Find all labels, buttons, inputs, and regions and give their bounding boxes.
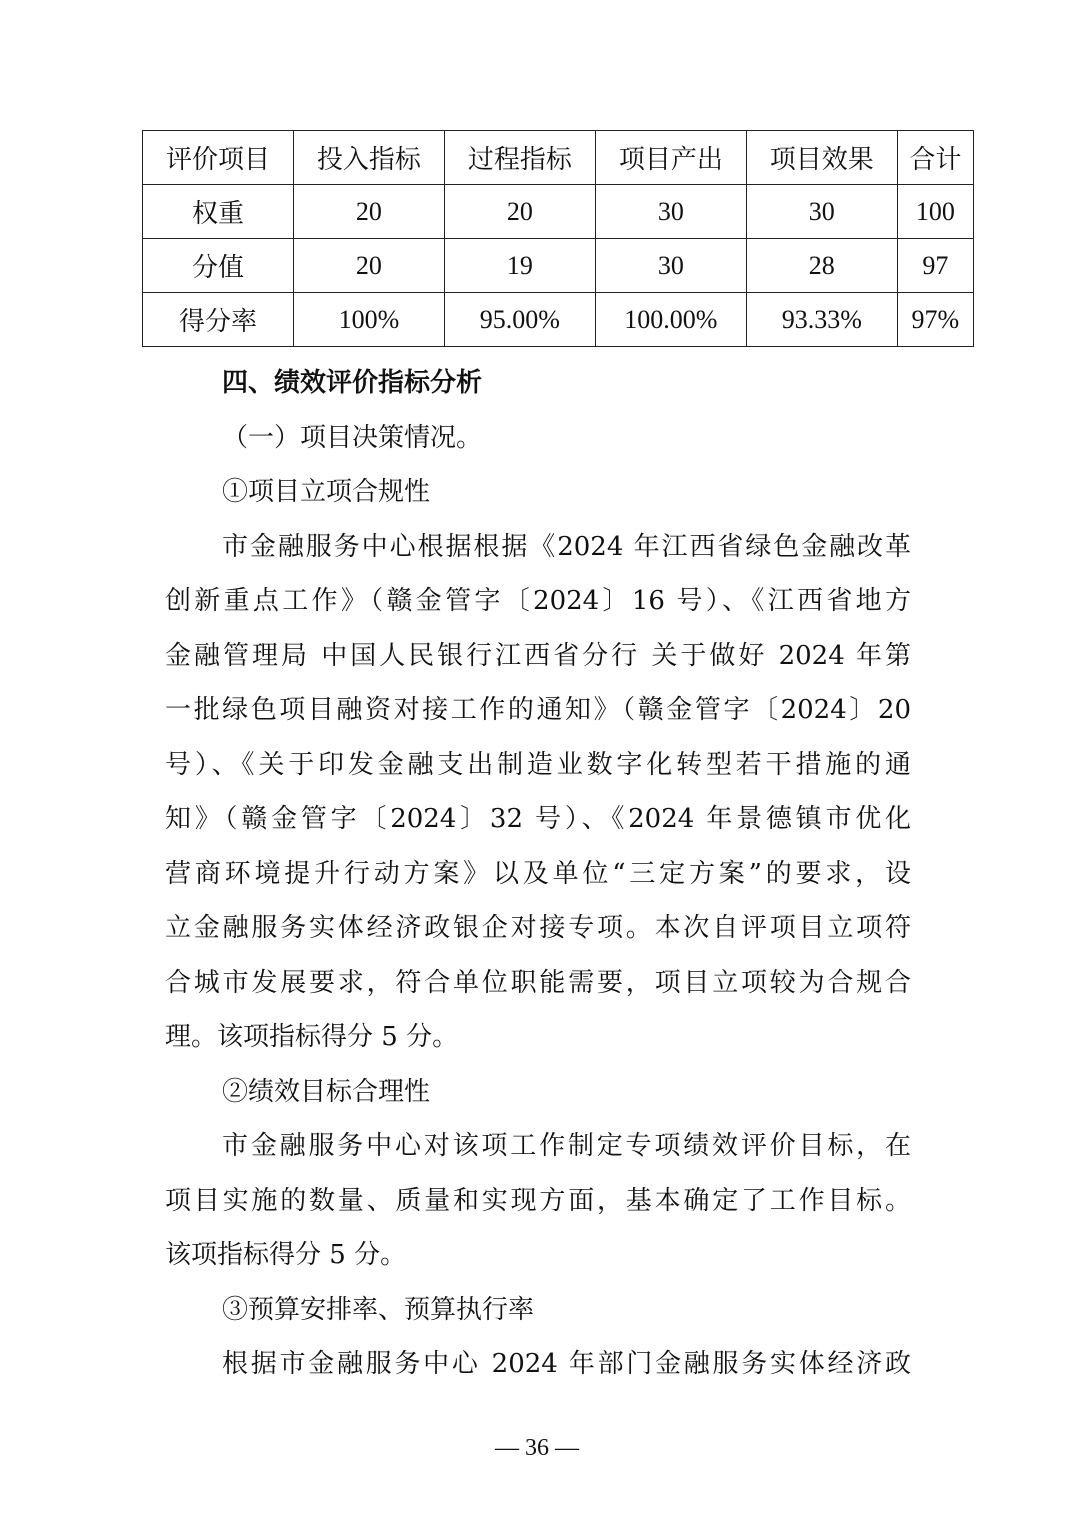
table-cell: 97	[897, 239, 973, 293]
header-cell: 评价项目	[143, 131, 294, 185]
row-label: 得分率	[143, 293, 294, 347]
table-cell: 100	[897, 185, 973, 239]
item-title: ②绩效目标合理性	[222, 1076, 431, 1107]
header-cell: 项目产出	[595, 131, 746, 185]
table-cell: 30	[595, 185, 746, 239]
paragraph-line: 理。该项指标得分 5 分。	[165, 1022, 459, 1052]
row-label: 权重	[143, 185, 294, 239]
table-row	[143, 293, 974, 347]
table-cell: 97%	[897, 293, 973, 347]
paragraph-line: 号）、《关于印发金融支出制造业数字化转型若干措施的通	[165, 749, 911, 780]
table-cell: 95.00%	[444, 293, 595, 347]
table-cell: 20	[444, 185, 595, 239]
item-title: ③预算安排率、预算执行率	[222, 1294, 535, 1325]
paragraph-line: 合城市发展要求，符合单位职能需要，项目立项较为合规合	[165, 967, 911, 998]
table-cell: 93.33%	[746, 293, 897, 347]
row-label: 分值	[143, 239, 294, 293]
paragraph-line: 市金融服务中心对该项工作制定专项绩效评价目标，在	[222, 1131, 911, 1161]
header-cell: 合计	[897, 131, 973, 185]
table-cell: 30	[746, 185, 897, 239]
table-row	[143, 239, 974, 293]
table-cell: 19	[444, 239, 595, 293]
table-header-row	[143, 131, 974, 185]
paragraph-line: 根据市金融服务中心 2024 年部门金融服务实体经济政	[222, 1349, 911, 1379]
table-cell: 20	[293, 239, 444, 293]
paragraph-line: 项目实施的数量、质量和实现方面，基本确定了工作目标。	[165, 1185, 911, 1216]
table-cell: 20	[293, 185, 444, 239]
header-cell: 过程指标	[444, 131, 595, 185]
paragraph-line: 营商环境提升行动方案》以及单位“三定方案”的要求，设	[165, 858, 911, 889]
paragraph-line: 创新重点工作》（赣金管字〔2024〕16 号）、《江西省地方	[165, 586, 911, 616]
header-cell: 项目效果	[746, 131, 897, 185]
paragraph-line: 知》（赣金管字〔2024〕32 号）、《2024 年景德镇市优化	[165, 804, 911, 834]
document-body	[165, 356, 911, 1392]
header-cell: 投入指标	[293, 131, 444, 185]
item-title: ①项目立项合规性	[222, 477, 431, 507]
section-heading: 四、绩效评价指标分析	[222, 368, 483, 398]
table-cell: 30	[595, 239, 746, 293]
paragraph-line: 一批绿色项目融资对接工作的通知》（赣金管字〔2024〕20	[165, 695, 911, 725]
table-cell: 28	[746, 239, 897, 293]
table-cell: 100.00%	[595, 293, 746, 347]
evaluation-score-table	[142, 130, 974, 347]
paragraph-line: 该项指标得分 5 分。	[165, 1240, 407, 1270]
paragraph-line: 市金融服务中心根据根据《2024 年江西省绿色金融改革	[222, 531, 911, 562]
paragraph-line: 立金融服务实体经济政银企对接专项。本次自评项目立项符	[165, 913, 911, 943]
subsection-heading: （一）项目决策情况。	[222, 422, 483, 453]
page-number: — 36 —	[495, 1435, 579, 1461]
paragraph-line: 金融管理局 中国人民银行江西省分行 关于做好 2024 年第	[165, 640, 911, 671]
table-cell: 100%	[293, 293, 444, 347]
table-row	[143, 185, 974, 239]
